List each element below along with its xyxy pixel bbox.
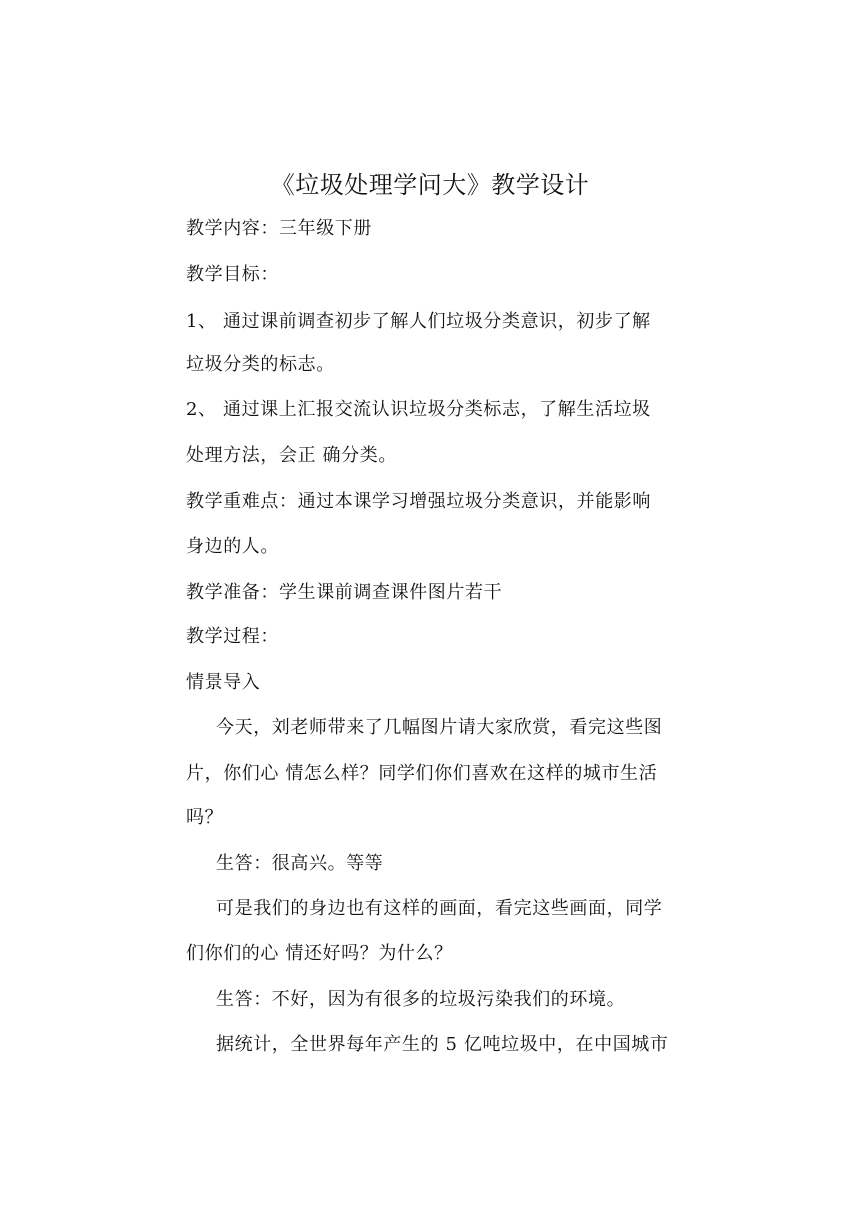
text-line: 教学目标：: [186, 264, 279, 285]
document-title: 《垃圾处理学问大》教学设计: [270, 171, 590, 199]
text-line: 情景导入: [186, 672, 261, 693]
text-line: 们你们的心 情还好吗？为什么？: [186, 943, 453, 964]
text-line: 1、 通过课前调查初步了解人们垃圾分类意识，初步了解: [186, 311, 651, 332]
text-line: 可是我们的身边也有这样的画面，看完这些画面，同学: [216, 898, 663, 919]
text-line: 片，你们心 情怎么样？同学们你们喜欢在这样的城市生活: [186, 763, 658, 784]
text-line: 教学准备：学生课前调查课件图片若干: [186, 582, 503, 603]
text-line: 教学过程：: [186, 626, 279, 647]
text-line: 处理方法，会正 确分类。: [186, 445, 397, 466]
text-line: 生答：不好，因为有很多的垃圾污染我们的环境。: [216, 989, 626, 1010]
text-line: 垃圾分类的标志。: [186, 354, 335, 375]
text-line: 生答：很高兴。等等: [216, 853, 384, 874]
text-line: 身边的人。: [186, 536, 279, 557]
text-line: 今天，刘老师带来了几幅图片请大家欣赏，看完这些图: [216, 717, 663, 738]
text-line: 据统计，全世界每年产生的 5 亿吨垃圾中，在中国城市: [216, 1034, 669, 1055]
text-line: 2、 通过课上汇报交流认识垃圾分类标志，了解生活垃圾: [186, 399, 651, 420]
text-line: 教学重难点：通过本课学习增强垃圾分类意识，并能影响: [186, 491, 651, 512]
text-line: 教学内容：三年级下册: [186, 218, 372, 239]
text-line: 吗？: [186, 807, 224, 828]
